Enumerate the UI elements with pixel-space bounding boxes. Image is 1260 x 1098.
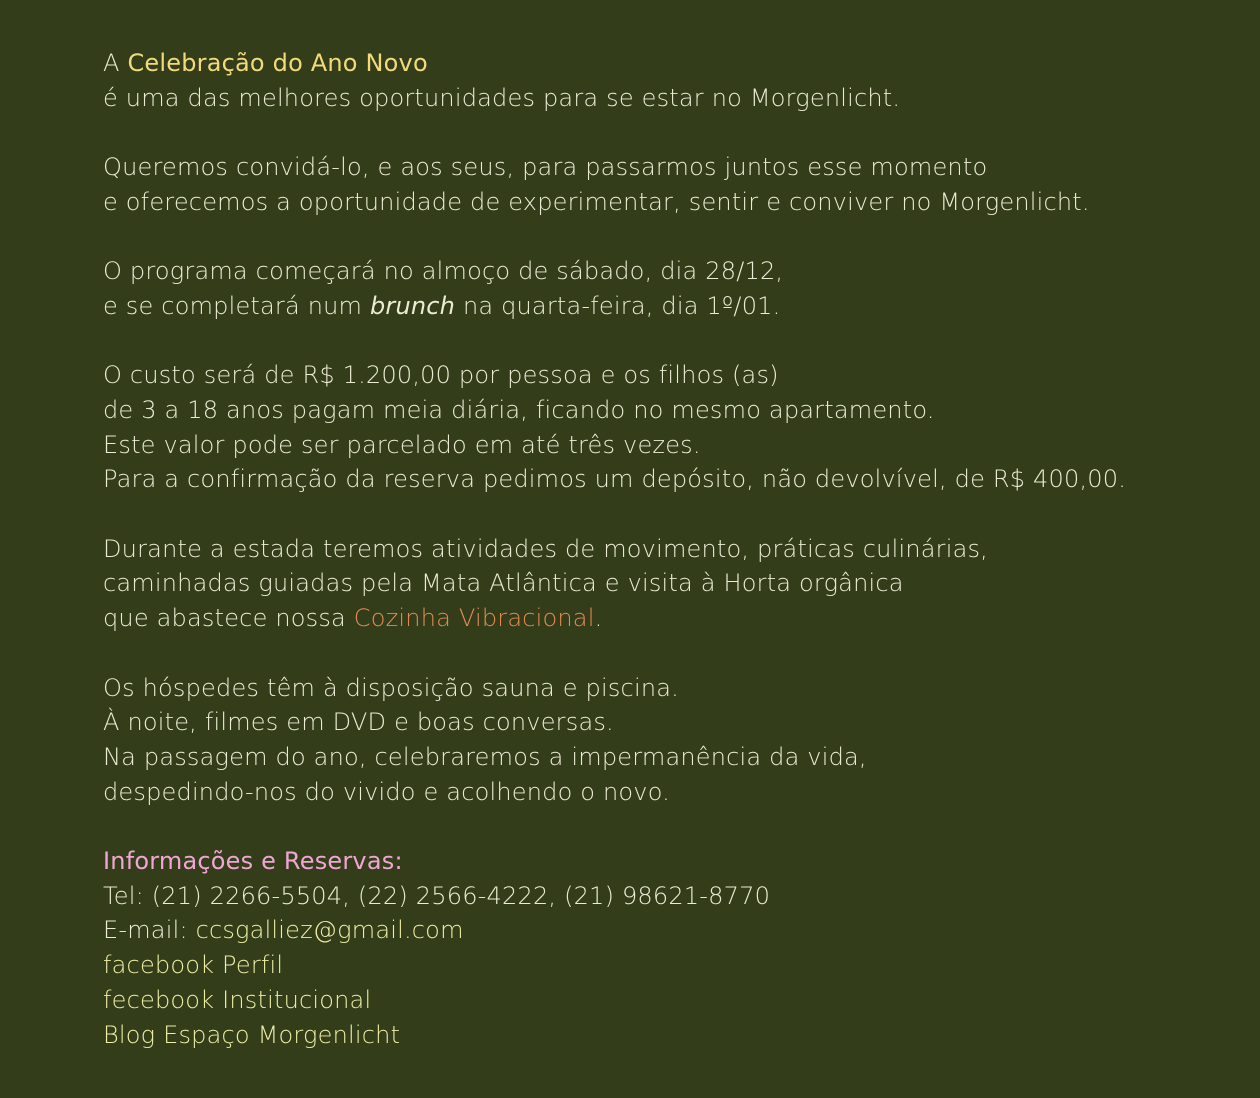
invite-line-1: Queremos convidá-lo, e aos seus, para passarmos juntos esse momento	[103, 153, 988, 182]
facebook-institutional-link[interactable]: fecebook Institucional	[103, 985, 372, 1014]
cost-line-2: de 3 a 18 anos pagam meia diária, ficando no mesmo apartamento.	[103, 395, 935, 424]
cost-line-4: Para a confirmação da reserva pedimos um depósito, não devolvível, de R$ 400,00.	[103, 465, 1127, 494]
cost-line-1: O custo será de R$ 1.200,00 por pessoa e os filhos (as)	[103, 361, 779, 390]
event-description	[103, 46, 1243, 1087]
facebook-profile-link[interactable]: facebook Perfil	[103, 951, 284, 980]
program-paragraph	[103, 254, 1243, 323]
program-line-2-prefix: e se completará num	[103, 291, 370, 320]
cost-paragraph	[103, 358, 1243, 497]
activities-line-3-suffix: .	[594, 604, 603, 633]
intro-prefix: A	[103, 49, 128, 77]
amenities-line-3: Na passagem do ano, celebraremos a impermanência da vida,	[103, 742, 867, 771]
amenities-paragraph	[103, 671, 1243, 810]
cozinha-vibracional-link[interactable]: Cozinha Vibracional	[353, 604, 595, 633]
contact-phone: Tel: (21) 2266-5504, (22) 2566-4222, (21) 98621-8770	[103, 881, 771, 910]
brunch-word: brunch	[369, 291, 456, 320]
activities-line-2: caminhadas guiadas pela Mata Atlântica e visita à Horta orgânica	[103, 569, 904, 598]
email-label: E-mail:	[103, 916, 196, 945]
activities-paragraph	[103, 532, 1243, 636]
amenities-line-1: Os hóspedes têm à disposição sauna e piscina.	[103, 673, 679, 702]
activities-line-3	[103, 601, 1243, 636]
program-line-2	[103, 289, 1243, 324]
activities-line-1: Durante a estada teremos atividades de movimento, práticas culinárias,	[103, 534, 989, 563]
contact-heading: Informações e Reservas:	[103, 847, 403, 876]
program-line-2-suffix: na quarta-feira, dia 1º/01.	[455, 291, 781, 320]
contact-email-line	[103, 913, 1243, 948]
amenities-line-2: À noite, filmes em DVD e boas conversas.	[103, 708, 614, 737]
email-link[interactable]: ccsgalliez@gmail.com	[195, 916, 464, 945]
program-line-1: O programa começará no almoço de sábado, dia 28/12,	[103, 257, 784, 286]
intro-paragraph	[103, 46, 1243, 115]
activities-line-3-prefix: que abastece nossa	[103, 604, 354, 633]
intro-line-1	[103, 46, 1243, 81]
cost-line-3: Este valor pode ser parcelado em até três vezes.	[103, 430, 701, 459]
blog-link[interactable]: Blog Espaço Morgenlicht	[103, 1020, 401, 1049]
amenities-line-4: despedindo-nos do vivido e acolhendo o novo.	[103, 777, 670, 806]
invite-paragraph	[103, 150, 1243, 219]
contact-section	[103, 844, 1243, 1052]
invite-line-2: e oferecemos a oportunidade de experimentar, sentir e conviver no Morgenlicht.	[103, 187, 1090, 216]
intro-line-2: é uma das melhores oportunidades para se estar no Morgenlicht.	[103, 83, 901, 112]
event-title: Celebração do Ano Novo	[127, 49, 428, 77]
